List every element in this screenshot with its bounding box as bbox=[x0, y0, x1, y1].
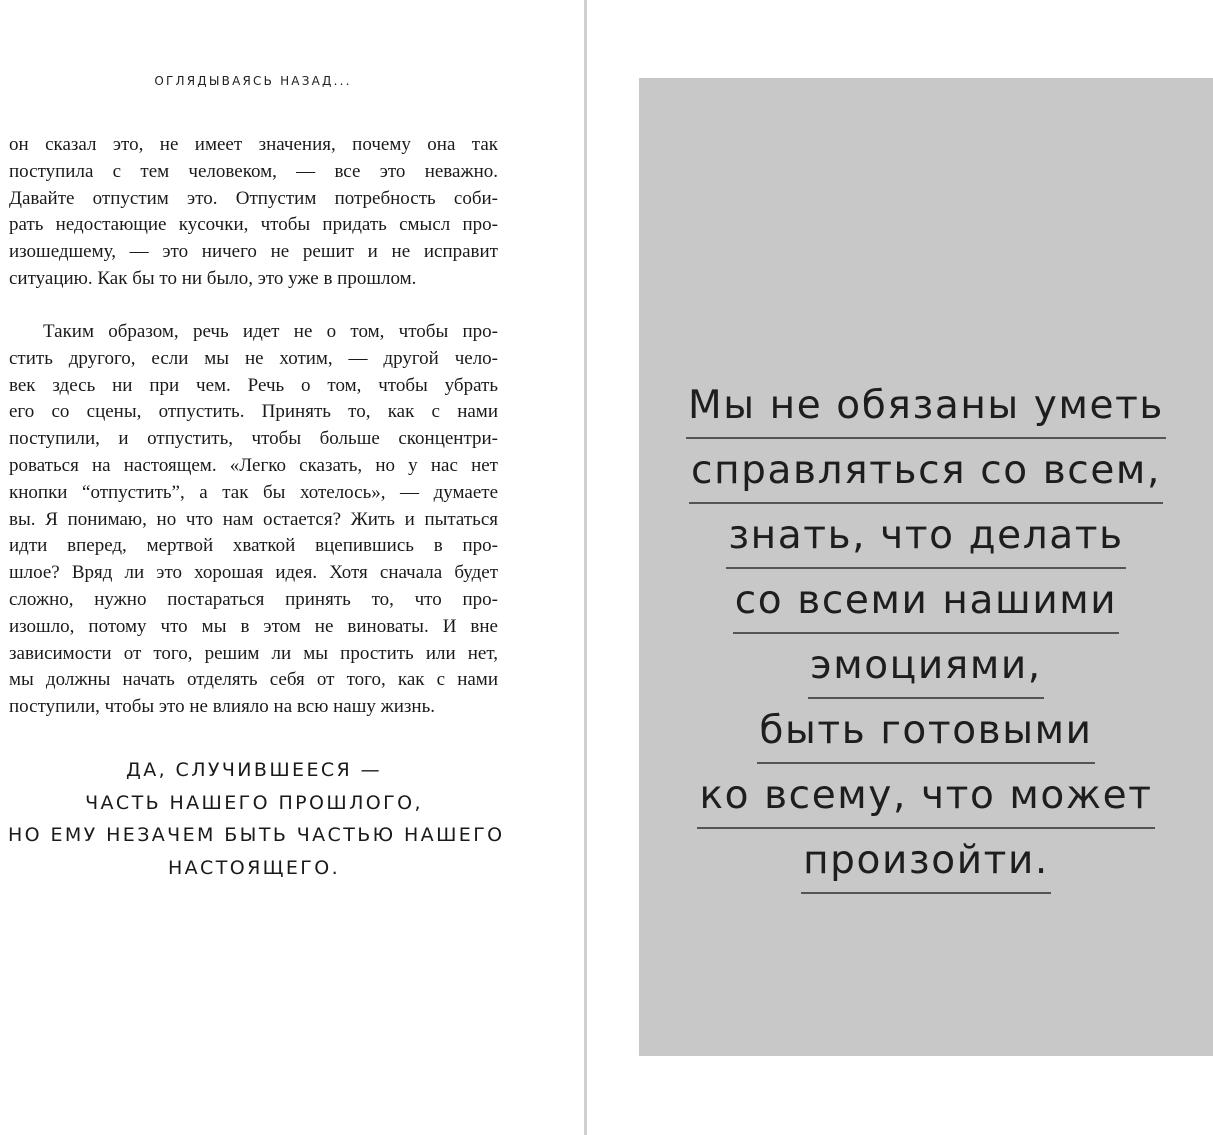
paragraph-line: вы. Я понимаю, но что нам остается? Жить и пытаться bbox=[9, 508, 498, 530]
paragraph-line: поступили, и отпустить, чтобы больше сконцентри- bbox=[9, 428, 498, 450]
paragraph-line: изошло, потому что мы в этом не виноваты. И вне bbox=[9, 615, 498, 637]
quote-line-row bbox=[639, 773, 1213, 838]
quote-line: быть готовыми bbox=[757, 708, 1094, 764]
paragraph-line: ситуацию. Как бы то ни было, это уже в прошлом. bbox=[9, 267, 417, 289]
running-head: ОГЛЯДЫВАЯСЬ НАЗАД... bbox=[154, 74, 352, 88]
paragraph-line: мы должны начать отделять себя от того, как с нами bbox=[9, 669, 498, 691]
paragraph-line: Давайте отпустим это. Отпустим потребность соби- bbox=[9, 187, 498, 209]
quote-line: со всеми нашими bbox=[733, 578, 1119, 634]
paragraph-line: поступила с тем человеком, — все это неважно. bbox=[9, 160, 498, 182]
quote-line-row bbox=[639, 643, 1213, 708]
quote-line-row bbox=[639, 513, 1213, 578]
quote-panel-text bbox=[639, 383, 1213, 903]
paragraph-line: изошедшему, — это ничего не решит и не исправит bbox=[9, 241, 498, 263]
paragraph-line: роваться на настоящем. «Легко сказать, но у нас нет bbox=[9, 454, 498, 476]
pull-quote bbox=[8, 754, 505, 884]
paragraph-line: зависимости от того, решим ли мы простить или нет, bbox=[9, 642, 498, 664]
pull-quote-line: НАСТОЯЩЕГО. bbox=[167, 856, 341, 879]
quote-line: эмоциями, bbox=[808, 643, 1044, 699]
quote-line-row bbox=[639, 838, 1213, 903]
pull-quote-line: НО ЕМУ НЕЗАЧЕМ БЫТЬ ЧАСТЬЮ НАШЕГО bbox=[8, 824, 505, 846]
page-gutter-divider bbox=[584, 0, 587, 1135]
quote-line-row bbox=[639, 383, 1213, 448]
pull-quote-line: ЧАСТЬ НАШЕГО ПРОШЛОГО, bbox=[85, 791, 423, 814]
quote-line: произойти. bbox=[801, 838, 1051, 894]
pull-quote-line: ДА, СЛУЧИВШЕЕСЯ — bbox=[126, 759, 382, 781]
quote-line-row bbox=[639, 578, 1213, 643]
quote-line-row bbox=[639, 708, 1213, 773]
paragraph-line: поступили, чтобы это не влияло на всю нашу жизнь. bbox=[9, 696, 436, 718]
paragraph-line: рать недостающие кусочки, чтобы придать смысл про- bbox=[9, 214, 498, 236]
paragraph-line: его со сцены, отпустить. Принять то, как с нами bbox=[9, 401, 498, 423]
quote-line: Мы не обязаны уметь bbox=[686, 383, 1166, 439]
quote-line-row bbox=[639, 448, 1213, 513]
paragraph-line: Таким образом, речь идет не о том, чтобы про- bbox=[43, 321, 498, 342]
left-page bbox=[0, 0, 584, 1135]
quote-panel bbox=[639, 78, 1213, 1056]
paragraph-line: он сказал это, не имеет значения, почему она так bbox=[9, 134, 498, 155]
body-paragraph-1 bbox=[9, 132, 498, 293]
paragraph-line: идти вперед, мертвой хваткой вцепившись в про- bbox=[9, 535, 498, 557]
paragraph-line: шлое? Вряд ли это хорошая идея. Хотя сначала будет bbox=[9, 562, 498, 584]
paragraph-line: кнопки “отпустить”, а так бы хотелось», — думаете bbox=[9, 481, 498, 503]
paragraph-line: век здесь ни при чем. Речь о том, чтобы убрать bbox=[9, 374, 498, 396]
paragraph-line: стить другого, если мы не хотим, — другой чело- bbox=[9, 347, 498, 369]
paragraph-line: сложно, нужно постараться принять то, что про- bbox=[9, 588, 498, 610]
quote-line: ко всему, что может bbox=[697, 773, 1154, 829]
body-paragraph-2 bbox=[9, 319, 498, 721]
quote-line: знать, что делать bbox=[726, 513, 1125, 569]
quote-line: справляться со всем, bbox=[689, 448, 1163, 504]
